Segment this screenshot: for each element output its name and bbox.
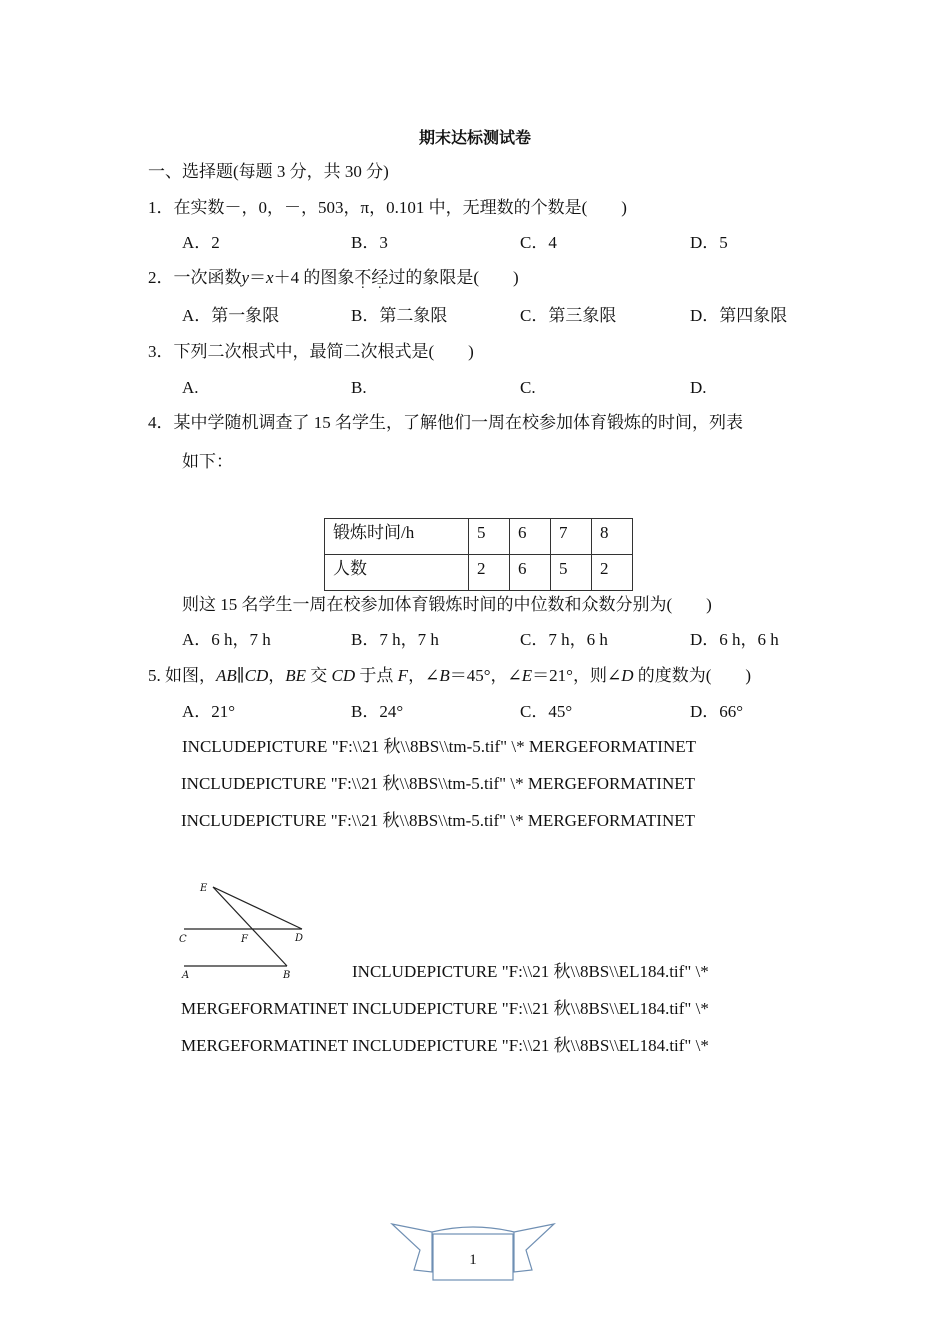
q5-text: ＝21°，则∠ xyxy=(532,666,622,685)
field-code-line: INCLUDEPICTURE "F:\\21 秋\\8BS\\tm-5.tif" \* MERGEFORMATINET xyxy=(181,774,695,793)
segment-eb xyxy=(213,887,287,966)
label-a: A xyxy=(182,970,190,981)
q2-eq: ＝ xyxy=(249,268,267,287)
question-5-stem xyxy=(148,666,751,686)
field-code-line: MERGEFORMATINET INCLUDEPICTURE "F:\\21 秋\\8BS\\EL184.tif" \* xyxy=(181,999,709,1018)
option-a: A．21° xyxy=(182,702,236,721)
option-b: B. xyxy=(351,378,367,397)
question-3-stem: 3．下列二次根式中，最简二次根式是( ) xyxy=(148,342,474,361)
option-b: B．3 xyxy=(351,233,388,252)
table-cell: 7 xyxy=(551,519,592,555)
page-title: 期末达标测试卷 xyxy=(418,128,531,147)
option-d: D．5 xyxy=(690,233,728,252)
field-code-line: INCLUDEPICTURE "F:\\21 秋\\8BS\\EL184.tif" \* xyxy=(352,962,709,981)
question-1-stem: 1．在实数－，0，－，503，π，0.101 中，无理数的个数是( ) xyxy=(148,198,627,217)
table-cell: 2 xyxy=(592,555,633,591)
option-c: C．第三象限 xyxy=(520,306,617,325)
question-4-stem-cont: 如下： xyxy=(182,452,233,471)
table-cell: 5 xyxy=(551,555,592,591)
q5-b: B xyxy=(439,666,450,685)
table-row xyxy=(325,555,633,591)
label-c: C xyxy=(179,934,187,945)
table-cell: 锻炼时间/h xyxy=(325,519,469,555)
label-e: E xyxy=(200,883,208,894)
q5-ab: AB xyxy=(216,666,237,685)
q2-post: ＋4 的图象 xyxy=(273,268,355,287)
geometry-figure xyxy=(170,875,320,985)
option-a: A．第一象限 xyxy=(182,306,280,325)
table-cell: 6 xyxy=(510,519,551,555)
q5-text: ， xyxy=(268,666,286,685)
question-4-stem: 4．某中学随机调查了 15 名学生，了解他们一周在校参加体育锻炼的时间，列表 xyxy=(148,413,743,432)
q5-text: ，∠ xyxy=(408,666,440,685)
option-a: A. xyxy=(182,378,199,397)
question-2-stem xyxy=(148,268,519,288)
section-heading: 一、选择题(每题 3 分，共 30 分) xyxy=(148,162,389,181)
q5-be: BE xyxy=(285,666,307,685)
table-cell: 8 xyxy=(592,519,633,555)
q5-text: 于点 xyxy=(355,666,398,685)
emphasis-dot-char: 不 xyxy=(354,268,372,287)
q5-d: D xyxy=(621,666,634,685)
q5-e: E xyxy=(521,666,533,685)
option-d: D．第四象限 xyxy=(690,306,788,325)
label-f: F xyxy=(241,934,248,945)
option-b: B．7 h，7 h xyxy=(351,630,439,649)
q2-pre: 2．一次函数 xyxy=(148,268,242,287)
field-code-line: INCLUDEPICTURE "F:\\21 秋\\8BS\\tm-5.tif" \* MERGEFORMATINET xyxy=(181,811,695,830)
label-b: B xyxy=(283,970,291,981)
table-cell: 6 xyxy=(510,555,551,591)
option-a: A．6 h，7 h xyxy=(182,630,271,649)
q5-text: ＝45°，∠ xyxy=(449,666,522,685)
question-4-follow: 则这 15 名学生一周在校参加体育锻炼时间的中位数和众数分别为( ) xyxy=(182,595,712,614)
q5-text: ∥ xyxy=(236,666,245,685)
q5-f: F xyxy=(397,666,409,685)
option-c: C．7 h，6 h xyxy=(520,630,608,649)
q2-rest: 过的象限是( ) xyxy=(388,268,519,287)
label-d: D xyxy=(295,933,304,944)
option-d: D. xyxy=(690,378,707,397)
segment-ed xyxy=(213,887,302,929)
option-a: A．2 xyxy=(182,233,220,252)
q2-x: x xyxy=(266,268,274,287)
option-b: B．24° xyxy=(351,702,404,721)
q5-text: 交 xyxy=(306,666,332,685)
q5-cd: CD xyxy=(331,666,356,685)
q2-y: y xyxy=(241,268,250,287)
q5-text: 的度数为( ) xyxy=(633,666,752,685)
field-code-line: MERGEFORMATINET INCLUDEPICTURE "F:\\21 秋\\8BS\\EL184.tif" \* xyxy=(181,1036,709,1055)
table-row xyxy=(325,519,633,555)
field-code-line: INCLUDEPICTURE "F:\\21 秋\\8BS\\tm-5.tif" \* MERGEFORMATINET xyxy=(182,737,696,756)
option-c: C．45° xyxy=(520,702,573,721)
option-c: C．4 xyxy=(520,233,557,252)
table-cell: 5 xyxy=(469,519,510,555)
option-c: C. xyxy=(520,378,536,397)
option-d: D．66° xyxy=(690,702,744,721)
option-d: D．6 h，6 h xyxy=(690,630,779,649)
page-number: 1 xyxy=(469,1252,477,1268)
emphasis-dot-char: 经 xyxy=(371,268,389,287)
q5-text: 5. 如图， xyxy=(148,666,216,685)
table-cell: 2 xyxy=(469,555,510,591)
q5-cd: CD xyxy=(244,666,269,685)
exercise-time-table xyxy=(324,518,633,591)
table-cell: 人数 xyxy=(325,555,469,591)
option-b: B．第二象限 xyxy=(351,306,448,325)
